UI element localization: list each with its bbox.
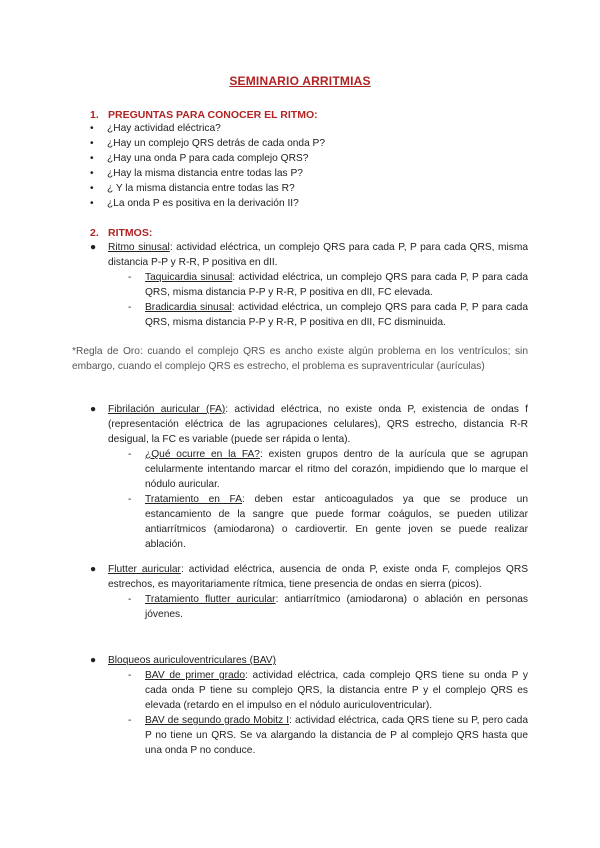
document-title: SEMINARIO ARRITMIAS [229,74,371,88]
term: Fibrilación auricular (FA) [108,404,226,415]
bullet-icon: • [90,183,94,194]
dash-icon: - [128,272,132,283]
bullet-icon: ● [90,242,97,253]
section-2-number: 2. [90,227,99,239]
dash-icon: - [128,594,132,605]
list-item: • ¿Hay la misma distancia entre todas las P? [90,168,303,179]
bullet-icon: • [90,198,94,209]
sub-item: - ¿Qué ocurre en la FA?: existen grupos dentro de la aurícula que se agrupan celularmente intentando marcar el ritmo del corazón, impidiendo que lo marque el nódulo auricular. [128,449,528,490]
bav-block [90,653,528,758]
list-item: ● Flutter auricular: actividad eléctrica, ausencia de onda P, existe onda F, complejos QRS estrechos, es mayoritariamente rítmica, tiene presencia de ondas en sierra (picos). [90,564,528,590]
bullet-icon: ● [90,655,97,666]
bullet-icon: • [90,168,94,179]
fa-block [90,402,528,552]
sub-item: - Tratamiento flutter auricular: antiarrítmico (amiodarona) o ablación en personas jóvenes. [128,594,528,620]
term: Tratamiento flutter auricular [145,594,276,605]
term: Bradicardia sinusal [145,302,232,313]
list-item: ● Ritmo sinusal: actividad eléctrica, un complejo QRS para cada P, P para cada QRS, misma distancia P-P y R-R, P positiva en dII. [90,242,528,268]
list-item: • ¿Hay actividad eléctrica? [90,123,221,134]
bullet-icon: ● [90,564,97,575]
section-2-heading [90,226,152,241]
term: Ritmo sinusal [108,242,170,253]
list-item: ● Fibrilación auricular (FA): actividad eléctrica, no existe onda P, existencia de ondas f (representación eléctrica de las agrupaciones celulares), QRS estrecho, distancia R-R desigual, la FC es variable (puede ser rápida o lenta). [90,404,528,445]
term: BAV de primer grado [145,670,245,681]
sub-item: - BAV de primer grado: actividad eléctrica, cada complejo QRS tiene su onda P y cada onda P tiene su complejo QRS, la distancia entre P y el complejo QRS es elevada (retardo en el impulso en el nódulo auriculoventricular). [128,670,529,711]
bullet-icon: • [90,153,94,164]
dash-icon: - [128,302,132,313]
dash-icon: - [128,715,132,726]
list-item: • ¿ Y la misma distancia entre todas las R? [90,183,295,194]
bullet-icon: • [90,138,94,149]
golden-rule-note: *Regla de Oro: cuando el complejo QRS es ancho existe algún problema en los ventrículos; sin embargo, cuando el complejo QRS es estrecho, el problema es supraventricular (aurículas) [72,346,528,372]
term: Bloqueos auriculoventriculares (BAV) [108,655,276,666]
bullet-icon: ● [90,404,97,415]
dash-icon: - [128,449,132,460]
list-item [90,653,528,668]
bullet-icon: • [90,123,94,134]
sinusal-block [90,240,528,330]
sub-item: - Bradicardia sinusal: actividad eléctrica, un complejo QRS para cada P, P para cada QRS, misma distancia P-P y R-R, P positiva en dII, FC disminuida. [128,302,528,328]
dash-icon: - [128,670,132,681]
term: Flutter auricular [108,564,181,575]
term: BAV de segundo grado Mobitz I [145,715,290,726]
sub-item: - Tratamiento en FA: deben estar anticoagulados ya que se produce un estancamiento de la sangre que puede formar coágulos, se pueden utilizar antiarrítmicos (amiodarona) o cardiovertir. En gente joven se puede realizar ablación. [128,494,528,550]
sub-item: - BAV de segundo grado Mobitz I: actividad eléctrica, cada QRS tiene su P, pero cada P no tiene un QRS. Se va alargando la distancia de P al complejo QRS hasta que una onda P no conduce. [128,715,529,756]
flutter-block [90,562,528,622]
section-1-title: PREGUNTAS PARA CONOCER EL RITMO: [108,109,318,121]
term: Tratamiento en FA [145,494,243,505]
sub-item: - Taquicardia sinusal: actividad eléctrica, un complejo QRS para cada P, P para cada QRS, misma distancia P-P y R-R, P positiva en dII, FC elevada. [128,272,528,298]
section-1-number: 1. [90,109,99,121]
questions-list [90,121,325,211]
list-item: • ¿La onda P es positiva en la derivación II? [90,198,299,209]
list-item: • ¿Hay una onda P para cada complejo QRS? [90,153,309,164]
term: Taquicardia sinusal [145,272,233,283]
list-item: • ¿Hay un complejo QRS detrás de cada onda P? [90,138,326,149]
section-2-title: RITMOS: [108,227,153,239]
dash-icon: - [128,494,132,505]
term: ¿Qué ocurre en la FA? [145,449,260,460]
